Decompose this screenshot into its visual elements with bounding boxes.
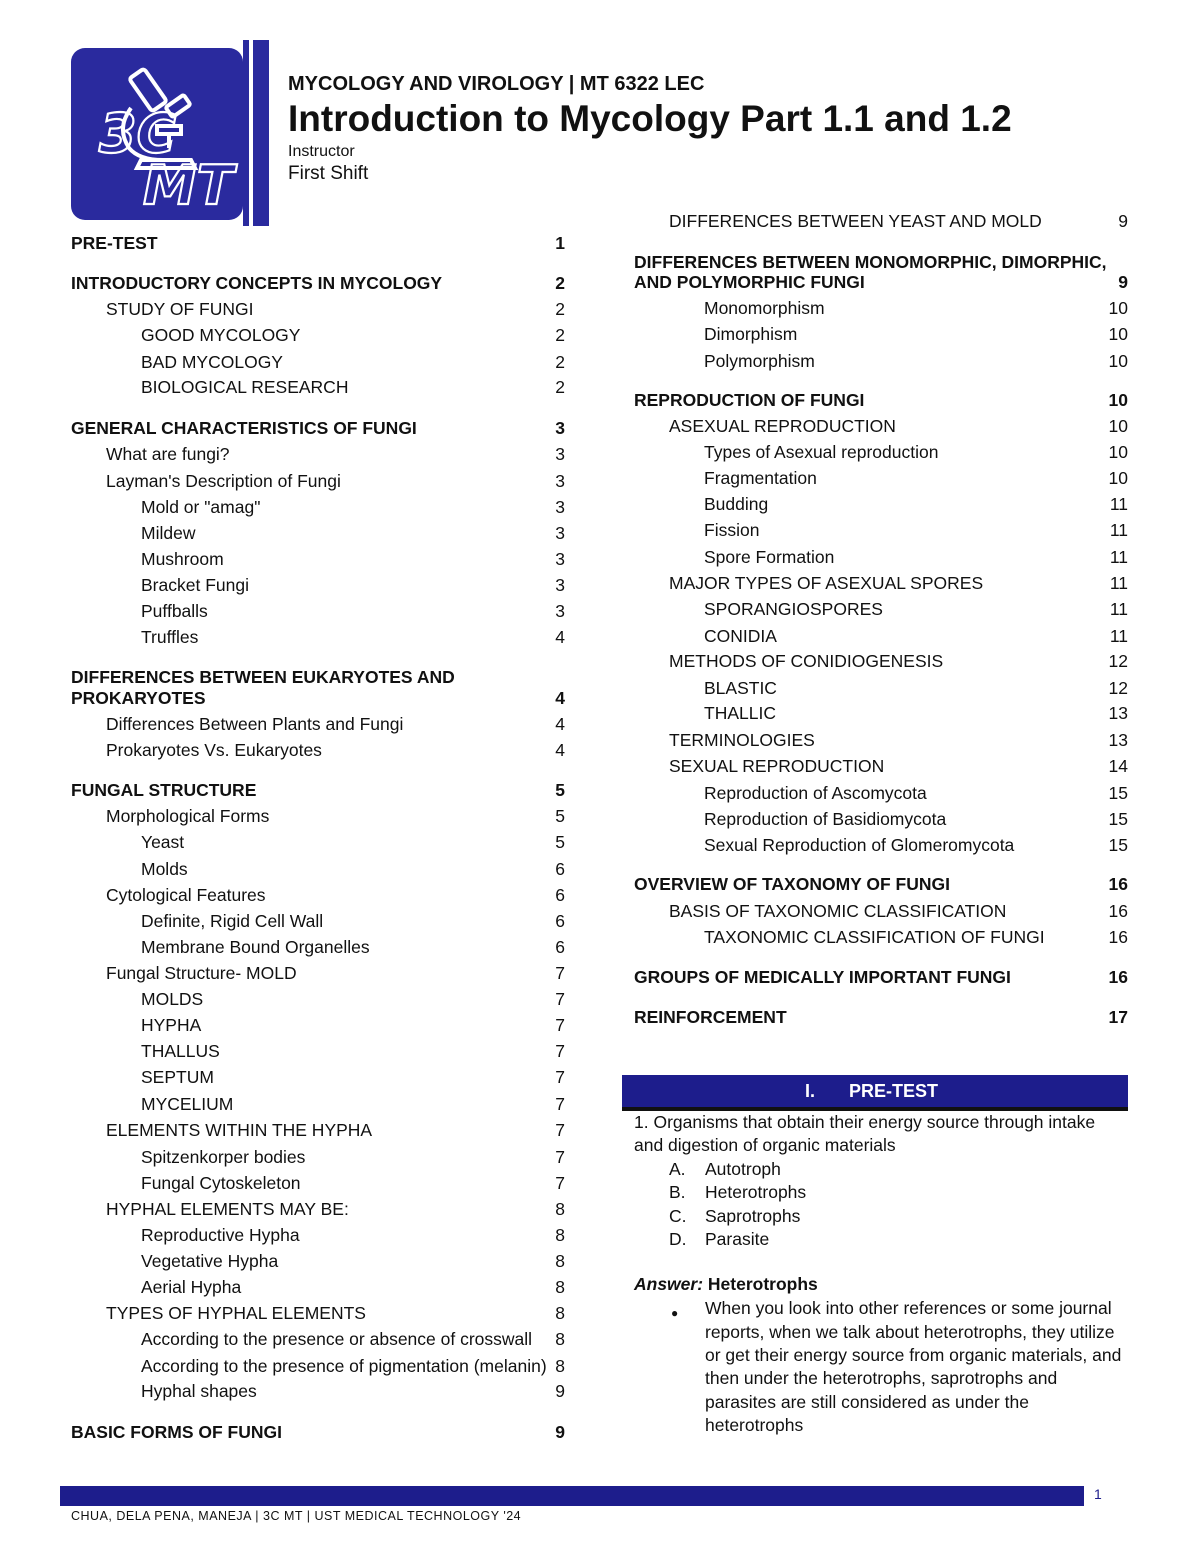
toc-entry-page: 16 [1108,967,1128,987]
toc-entry-page: 7 [555,1173,565,1193]
toc-entry[interactable] [634,703,1128,727]
toc-entry-title: Prokaryotes Vs. Eukaryotes [106,740,322,760]
toc-entry-page: 3 [555,523,565,543]
explanation-line: or get their energy source from organic materials, and [705,1345,1122,1365]
toc-entry-title: Reproduction of Ascomycota [704,783,927,803]
toc-entry-title: Fission [704,520,760,540]
toc-entry-page: 9 [1118,272,1128,292]
toc-entry-page: 11 [1109,547,1128,567]
toc-entry-title: Fragmentation [704,468,817,488]
toc-entry-page: 6 [555,885,565,905]
toc-entry-title: DIFFERENCES BETWEEN YEAST AND MOLD [669,211,1042,231]
option-letter: A. [669,1159,686,1179]
footer-authors: CHUA, DELA PENA, MANEJA | 3C MT | UST MEDICAL TECHNOLOGY '24 [71,1509,522,1523]
toc-entry[interactable] [71,1147,565,1171]
toc-entry[interactable] [71,325,565,349]
option-letter: B. [669,1182,686,1202]
toc-entry-page: 3 [555,549,565,569]
option-letter: D. [669,1229,687,1249]
toc-entry[interactable] [71,1356,565,1380]
toc-entry-page: 13 [1108,703,1128,723]
toc-entry[interactable] [71,714,565,738]
toc-entry-page: 7 [555,1041,565,1061]
toc-entry[interactable] [71,780,565,804]
toc-entry-page: 9 [555,1422,565,1442]
toc-entry[interactable] [71,1251,565,1275]
toc-entry-title: Reproductive Hypha [141,1225,300,1245]
toc-entry[interactable] [71,1422,565,1446]
instructor-label: Instructor [288,143,355,160]
shift-label: First Shift [288,163,369,184]
toc-entry-page: 4 [555,714,565,734]
toc-entry[interactable] [71,885,565,909]
toc-entry-page: 15 [1108,809,1128,829]
option-text: Heterotrophs [705,1182,807,1202]
toc-entry-title: Spitzenkorper bodies [141,1147,306,1167]
toc-entry-page: 16 [1108,874,1128,894]
answer-label: Answer: [634,1274,704,1294]
toc-entry-title: REPRODUCTION OF FUNGI [634,390,865,410]
toc-entry[interactable] [71,575,565,599]
toc-entry-page: 8 [555,1277,565,1297]
toc-entry[interactable] [634,599,1128,623]
toc-entry-title: Mold or "amag" [141,497,261,517]
toc-entry-page: 2 [555,299,565,319]
toc-entry[interactable] [634,298,1128,322]
toc-entry-title: Puffballs [141,601,208,621]
toc-entry-title: SPORANGIOSPORES [704,599,883,619]
toc-entry-title: Molds [141,859,188,879]
toc-entry[interactable] [71,444,565,468]
toc-entry-title: BIOLOGICAL RESEARCH [141,377,349,397]
toc-entry-title: HYPHAL ELEMENTS MAY BE: [106,1199,349,1219]
toc-entry-page: 17 [1108,1007,1128,1027]
toc-entry[interactable] [71,273,565,297]
section-number: I. [805,1081,816,1101]
toc-entry-title: Hyphal shapes [141,1381,257,1401]
toc-entry-title: Layman's Description of Fungi [106,471,341,491]
toc-entry-title: METHODS OF CONIDIOGENESIS [669,651,944,671]
explanation-line: heterotrophs [705,1415,804,1435]
toc-entry-page: 5 [555,806,565,826]
toc-entry[interactable] [71,523,565,547]
toc-entry[interactable] [634,730,1128,754]
toc-entry[interactable] [71,418,565,442]
toc-entry-title: GENERAL CHARACTERISTICS OF FUNGI [71,418,417,438]
toc-entry-title: BAD MYCOLOGY [141,352,283,372]
toc-entry[interactable] [71,497,565,521]
toc-entry[interactable] [634,651,1128,675]
toc-entry-title: BLASTIC [704,678,777,698]
toc-entry-title: According to the presence or absence of crosswall [141,1329,533,1349]
toc-entry[interactable] [634,678,1128,702]
toc-entry-page: 3 [555,418,565,438]
toc-entry-title: MOLDS [141,989,204,1009]
toc-entry-page: 1 [555,233,565,253]
toc-entry-page: 7 [555,1120,565,1140]
toc-entry[interactable] [634,390,1128,414]
toc-entry-title: MAJOR TYPES OF ASEXUAL SPORES [669,573,984,593]
toc-entry-page: 10 [1108,298,1128,318]
toc-entry[interactable] [71,1094,565,1118]
toc-entry[interactable] [634,416,1128,440]
toc-entry[interactable] [71,1120,565,1144]
toc-entry-title: SEPTUM [141,1067,214,1087]
toc-entry-page: 8 [555,1251,565,1271]
explanation-line: then under the heterotrophs, saprotrophs and [705,1368,1058,1388]
toc-entry-page: 8 [555,1329,565,1349]
section-title: PRE-TEST [849,1081,939,1101]
toc-entry-page: 11 [1109,626,1128,646]
toc-entry-title: TYPES OF HYPHAL ELEMENTS [106,1303,366,1323]
toc-entry[interactable] [634,626,1128,650]
toc-entry[interactable] [71,1303,565,1327]
toc-entry-title: BASIS OF TAXONOMIC CLASSIFICATION [669,901,1007,921]
toc-entry-page: 12 [1108,678,1128,698]
course-subject: MYCOLOGY AND VIROLOGY | MT 6322 LEC [288,73,705,95]
toc-entry-title: ELEMENTS WITHIN THE HYPHA [106,1120,373,1140]
toc-entry-page: 4 [555,740,565,760]
toc-entry-title: REINFORCEMENT [634,1007,787,1027]
toc-entry[interactable] [71,1041,565,1065]
toc-entry-title: AND POLYMORPHIC FUNGI [634,272,865,292]
toc-entry-title: Yeast [141,832,185,852]
toc-entry-page: 8 [555,1303,565,1323]
toc-entry-title: Morphological Forms [106,806,270,826]
toc-entry-title: PROKARYOTES [71,688,206,708]
footer-bar [60,1486,1084,1506]
toc-entry[interactable] [634,783,1128,807]
toc-entry[interactable] [71,299,565,323]
toc-entry[interactable] [71,937,565,961]
toc-entry-page: 7 [555,989,565,1009]
toc-entry-title: STUDY OF FUNGI [106,299,254,319]
toc-entry-title: Differences Between Plants and Fungi [106,714,404,734]
bullet-icon: ● [671,1306,679,1320]
toc-entry-title: Bracket Fungi [141,575,249,595]
toc-entry-page: 15 [1108,783,1128,803]
toc-entry-title: Mildew [141,523,196,543]
toc-entry-title: Cytological Features [106,885,266,905]
toc-entry-title: ASEXUAL REPRODUCTION [669,416,896,436]
toc-entry[interactable] [71,688,565,712]
page-number: 1 [1094,1486,1102,1502]
toc-entry[interactable] [71,832,565,856]
toc-entry[interactable] [71,1015,565,1039]
toc-entry-page: 11 [1109,599,1128,619]
toc-entry-page: 5 [555,780,565,800]
toc-entry-page: 11 [1109,573,1128,593]
toc-entry-page: 3 [555,575,565,595]
toc-entry[interactable] [634,874,1128,898]
toc-entry-title: Polymorphism [704,351,815,371]
toc-entry[interactable] [71,1277,565,1301]
toc-entry-page: 10 [1108,324,1128,344]
section-header-pretest [622,1075,1128,1111]
toc-entry-page: 8 [555,1356,565,1376]
toc-entry-page: 7 [555,963,565,983]
toc-entry-page: 3 [555,444,565,464]
toc-entry-page: 8 [555,1199,565,1219]
toc-entry-page: 3 [555,497,565,517]
toc-entry-page: 9 [555,1381,565,1401]
explanation-line: parasites are still considered as under the [705,1392,1029,1412]
toc-entry[interactable] [71,1067,565,1091]
toc-entry[interactable] [71,377,565,401]
toc-entry[interactable] [634,573,1128,597]
toc-entry-page: 7 [555,1147,565,1167]
toc-entry-page: 3 [555,471,565,491]
toc-entry-title: Reproduction of Basidiomycota [704,809,947,829]
toc-entry[interactable] [71,549,565,573]
toc-entry-page: 7 [555,1015,565,1035]
toc-entry-title: CONIDIA [704,626,777,646]
toc-entry-page: 16 [1108,927,1128,947]
toc-entry[interactable] [634,756,1128,780]
toc-entry[interactable] [634,927,1128,951]
toc-entry-title: Monomorphism [704,298,825,318]
option-letter: C. [669,1206,687,1226]
toc-entry-title: Budding [704,494,769,514]
toc-entry[interactable] [71,352,565,376]
toc-entry[interactable] [634,901,1128,925]
toc-entry-title: Fungal Structure- MOLD [106,963,297,983]
toc-entry[interactable] [71,740,565,764]
toc-entry-title: Membrane Bound Organelles [141,937,370,957]
svg-text:MT: MT [143,154,234,217]
logo-bar [243,40,249,226]
toc-entry-title: What are fungi? [106,444,230,464]
toc-entry[interactable] [634,494,1128,518]
toc-entry-title: GROUPS OF MEDICALLY IMPORTANT FUNGI [634,967,1011,987]
toc-entry[interactable] [634,211,1128,235]
toc-entry[interactable] [71,471,565,495]
option-text: Autotroph [705,1159,781,1179]
toc-entry[interactable] [71,806,565,830]
toc-entry-title: BASIC FORMS OF FUNGI [71,1422,282,1442]
toc-entry[interactable] [71,233,565,257]
toc-entry-page: 2 [555,377,565,397]
toc-entry-title: Spore Formation [704,547,835,567]
toc-entry-title: TAXONOMIC CLASSIFICATION OF FUNGI [704,927,1045,947]
toc-entry-page: 16 [1108,901,1128,921]
toc-entry-page: 6 [555,859,565,879]
toc-entry-title: GOOD MYCOLOGY [141,325,301,345]
toc-entry[interactable] [634,468,1128,492]
toc-entry-title: THALLUS [141,1041,220,1061]
toc-entry-title: Types of Asexual reproduction [704,442,939,462]
toc-entry[interactable] [71,1329,565,1353]
toc-entry-title: Aerial Hypha [141,1277,242,1297]
toc-entry-page: 4 [555,627,565,647]
toc-entry-page: 9 [1118,211,1128,231]
question-text: 1. Organisms that obtain their energy source through intake [634,1112,1096,1132]
toc-entry-title: TERMINOLOGIES [669,730,815,750]
toc-entry-page: 13 [1108,730,1128,750]
toc-entry-title: FUNGAL STRUCTURE [71,780,257,800]
toc-entry-page: 7 [555,1067,565,1087]
answer-line [634,1274,818,1295]
answer-value: Heterotrophs [707,1274,818,1294]
toc-entry[interactable] [71,1225,565,1249]
toc-entry-title: Mushroom [141,549,224,569]
toc-entry[interactable] [71,911,565,935]
toc-entry-title: Definite, Rigid Cell Wall [141,911,324,931]
toc-entry-title: According to the presence of pigmentation (melanin) [141,1356,547,1376]
toc-entry[interactable] [71,1173,565,1197]
toc-entry-title: HYPHA [141,1015,202,1035]
toc-entry-title: PRE-TEST [71,233,158,253]
toc-entry-title: MYCELIUM [141,1094,234,1114]
toc-entry-page: 4 [555,688,565,708]
toc-entry-page: 6 [555,937,565,957]
toc-entry-title: OVERVIEW OF TAXONOMY OF FUNGI [634,874,950,894]
toc-entry-page: 5 [555,832,565,852]
toc-entry-page: 6 [555,911,565,931]
logo-bar [253,40,269,226]
toc-entry[interactable] [634,351,1128,375]
toc-entry[interactable] [71,1381,565,1405]
toc-entry-page: 11 [1109,520,1128,540]
toc-entry-page: 14 [1108,756,1128,776]
toc-entry[interactable] [634,967,1128,991]
toc-entry-page: 2 [555,325,565,345]
toc-entry-page: 11 [1109,494,1128,514]
toc-entry-title: Fungal Cytoskeleton [141,1173,301,1193]
toc-entry-title: Vegetative Hypha [141,1251,279,1271]
toc-entry-title: SEXUAL REPRODUCTION [669,756,885,776]
toc-entry-page: 10 [1108,416,1128,436]
toc-entry-title: Truffles [141,627,199,647]
toc-entry-page: 2 [555,352,565,372]
toc-entry-title: THALLIC [704,703,776,723]
toc-entry[interactable] [71,963,565,987]
svg-text:3C: 3C [99,102,177,165]
toc-entry-page: 10 [1108,442,1128,462]
toc-entry-page: 15 [1108,835,1128,855]
toc-entry[interactable] [634,520,1128,544]
toc-entry-page: 8 [555,1225,565,1245]
toc-entry-page: 10 [1108,390,1128,410]
toc-entry-page: 7 [555,1094,565,1114]
option-text: Saprotrophs [705,1206,801,1226]
toc-entry[interactable] [71,859,565,883]
toc-entry-title: INTRODUCTORY CONCEPTS IN MYCOLOGY [71,273,443,293]
toc-entry[interactable] [634,809,1128,833]
toc-entry[interactable] [71,989,565,1013]
question-text: and digestion of organic materials [634,1135,896,1155]
toc-entry[interactable] [634,1007,1128,1031]
toc-entry-title: DIFFERENCES BETWEEN EUKARYOTES AND [71,667,455,687]
toc-entry-page: 10 [1108,468,1128,488]
toc-entry[interactable] [71,1199,565,1223]
toc-entry[interactable] [634,547,1128,571]
toc-entry-title: Dimorphism [704,324,798,344]
toc-entry[interactable] [634,442,1128,466]
toc-entry-page: 12 [1108,651,1128,671]
toc-entry-page: 10 [1108,351,1128,371]
option-text: Parasite [705,1229,770,1249]
toc-entry[interactable] [71,601,565,625]
toc-entry-page: 3 [555,601,565,621]
toc-entry-title: Sexual Reproduction of Glomeromycota [704,835,1015,855]
explanation-line: reports, when we talk about heterotrophs, they utilize [705,1322,1115,1342]
toc-entry[interactable] [634,272,1128,296]
explanation-line: When you look into other references or some journal [705,1298,1112,1318]
toc-entry[interactable] [634,835,1128,859]
page-title: Introduction to Mycology Part 1.1 and 1.2 [288,98,1012,139]
toc-entry-page: 2 [555,273,565,293]
toc-entry[interactable] [71,627,565,651]
toc-entry-title: DIFFERENCES BETWEEN MONOMORPHIC, DIMORPHIC, [634,252,1107,272]
toc-entry[interactable] [634,324,1128,348]
microscope-logo-icon [71,48,243,220]
